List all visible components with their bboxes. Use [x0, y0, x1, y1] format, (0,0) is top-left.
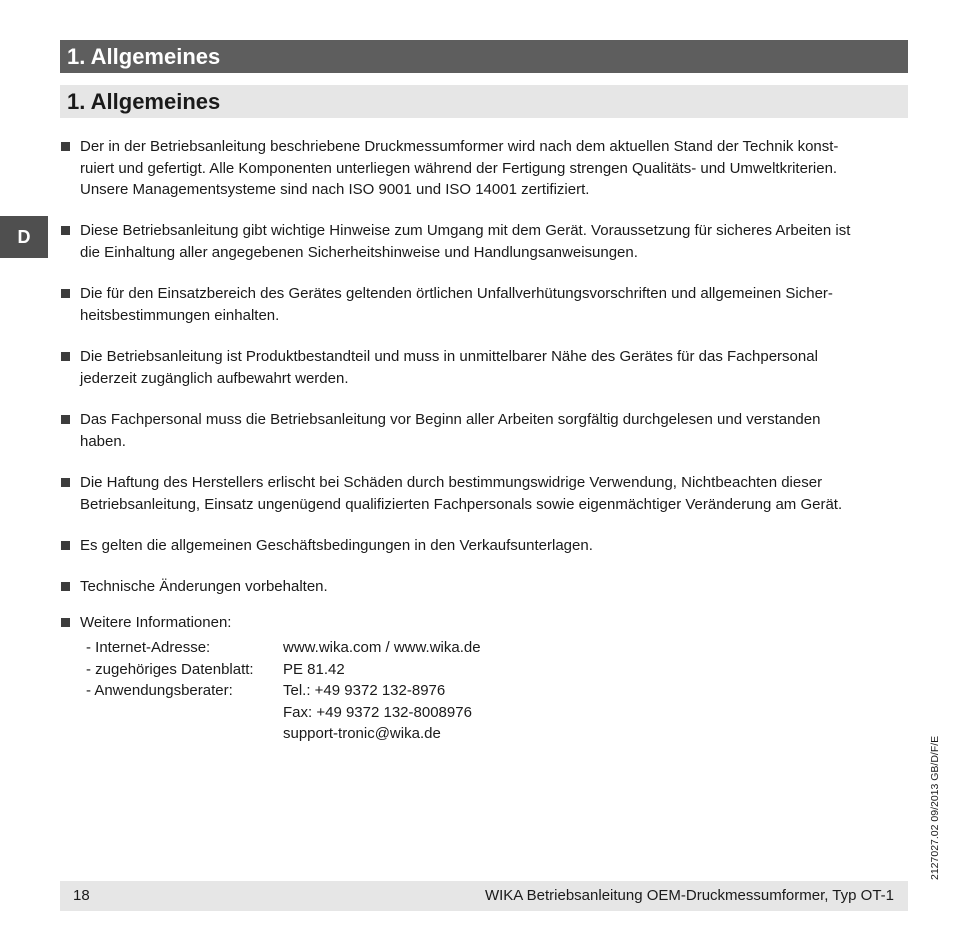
contact-row-advisor: [86, 680, 481, 745]
contact-row-internet: [86, 637, 481, 659]
list-item: [60, 220, 912, 263]
list-item-text: Die Haftung des Herstellers erlischt bei Schäden durch bestimmungswidrige Verwendung, Nichtbeachten dieser Betriebsanleitung, Einsatz ungenügend qualifizierten Fachpersonals sowie eigenmächtiger Veränderung am Gerät.: [80, 474, 843, 513]
list-item-text: Es gelten die allgemeinen Geschäftsbedingungen in den Verkaufsunterlagen.: [80, 537, 593, 554]
list-item-text: Die für den Einsatzbereich des Gerätes geltenden örtlichen Unfallverhütungsvorschriften und allgemeinen Sicher- heitsbestimmungen einhalten.: [80, 285, 833, 324]
square-bullet-icon: [61, 582, 70, 591]
square-bullet-icon: [61, 289, 70, 298]
square-bullet-icon: [61, 142, 70, 151]
square-bullet-icon: [61, 478, 70, 487]
phone-value: Tel.: +49 9372 132-8976: [283, 682, 446, 699]
contact-row-datasheet: [86, 659, 481, 681]
list-item-text: Diese Betriebsanleitung gibt wichtige Hinweise zum Umgang mit dem Gerät. Voraussetzung für sicheres Arbeiten ist die Einhaltung aller angegebenen Sicherheitshinweise und Handlungsanweisungen.: [80, 222, 851, 261]
square-bullet-icon: [61, 618, 70, 627]
list-item-text: Das Fachpersonal muss die Betriebsanleitung vor Beginn aller Arbeiten sorgfältig durchgelesen und verstanden haben.: [80, 411, 821, 450]
section-header-light: 1. Allgemeines: [60, 85, 908, 118]
list-item: [60, 346, 912, 389]
list-item: [60, 472, 912, 515]
square-bullet-icon: [61, 352, 70, 361]
list-item-text: Der in der Betriebsanleitung beschriebene Druckmessumformer wird nach dem aktuellen Stand der Technik konst- ruiert und gefertigt. Alle Komponenten unterliegen während der Fertigung strengen Qualitäts- und Umweltkriterien. Unsere Managementsysteme sind nach ISO 9001 und ISO 14001 zertifiziert.: [80, 138, 839, 198]
email-value: support-tronic@wika.de: [283, 725, 441, 742]
list-item-text: Die Betriebsanleitung ist Produktbestandteil und muss in unmittelbarer Nähe des Gerätes für das Fachpersonal jederzeit zugänglich aufbewahrt werden.: [80, 348, 818, 387]
square-bullet-icon: [61, 541, 70, 550]
list-item-text: Weitere Informationen:: [80, 614, 232, 631]
list-item: [60, 283, 912, 326]
fax-value: Fax: +49 9372 132-8008976: [283, 703, 472, 721]
section-header-dark: 1. Allgemeines: [60, 40, 908, 73]
document-code: 2127027.02 09/2013 GB/D/F/E: [929, 735, 941, 880]
list-item: [60, 576, 912, 598]
internet-value: www.wika.com / www.wika.de: [283, 639, 481, 656]
page-number: 18: [73, 887, 90, 904]
language-tab: D: [0, 216, 48, 258]
footer-title: WIKA Betriebsanleitung OEM-Druckmessumformer, Typ OT-1: [484, 887, 894, 904]
list-item: [60, 136, 912, 201]
page-footer: [60, 881, 908, 911]
advisor-values: [283, 680, 472, 745]
square-bullet-icon: [61, 226, 70, 235]
internet-label: - Internet-Adresse:: [86, 639, 211, 656]
square-bullet-icon: [61, 415, 70, 424]
advisor-label: - Anwendungsberater:: [86, 682, 233, 699]
list-item: [60, 409, 912, 452]
contact-info: [86, 637, 481, 745]
list-item-text: Technische Änderungen vorbehalten.: [80, 578, 328, 595]
datasheet-value: PE 81.42: [283, 660, 345, 678]
list-item: [60, 612, 912, 634]
datasheet-label: - zugehöriges Datenblatt:: [86, 660, 254, 678]
list-item: [60, 535, 912, 557]
